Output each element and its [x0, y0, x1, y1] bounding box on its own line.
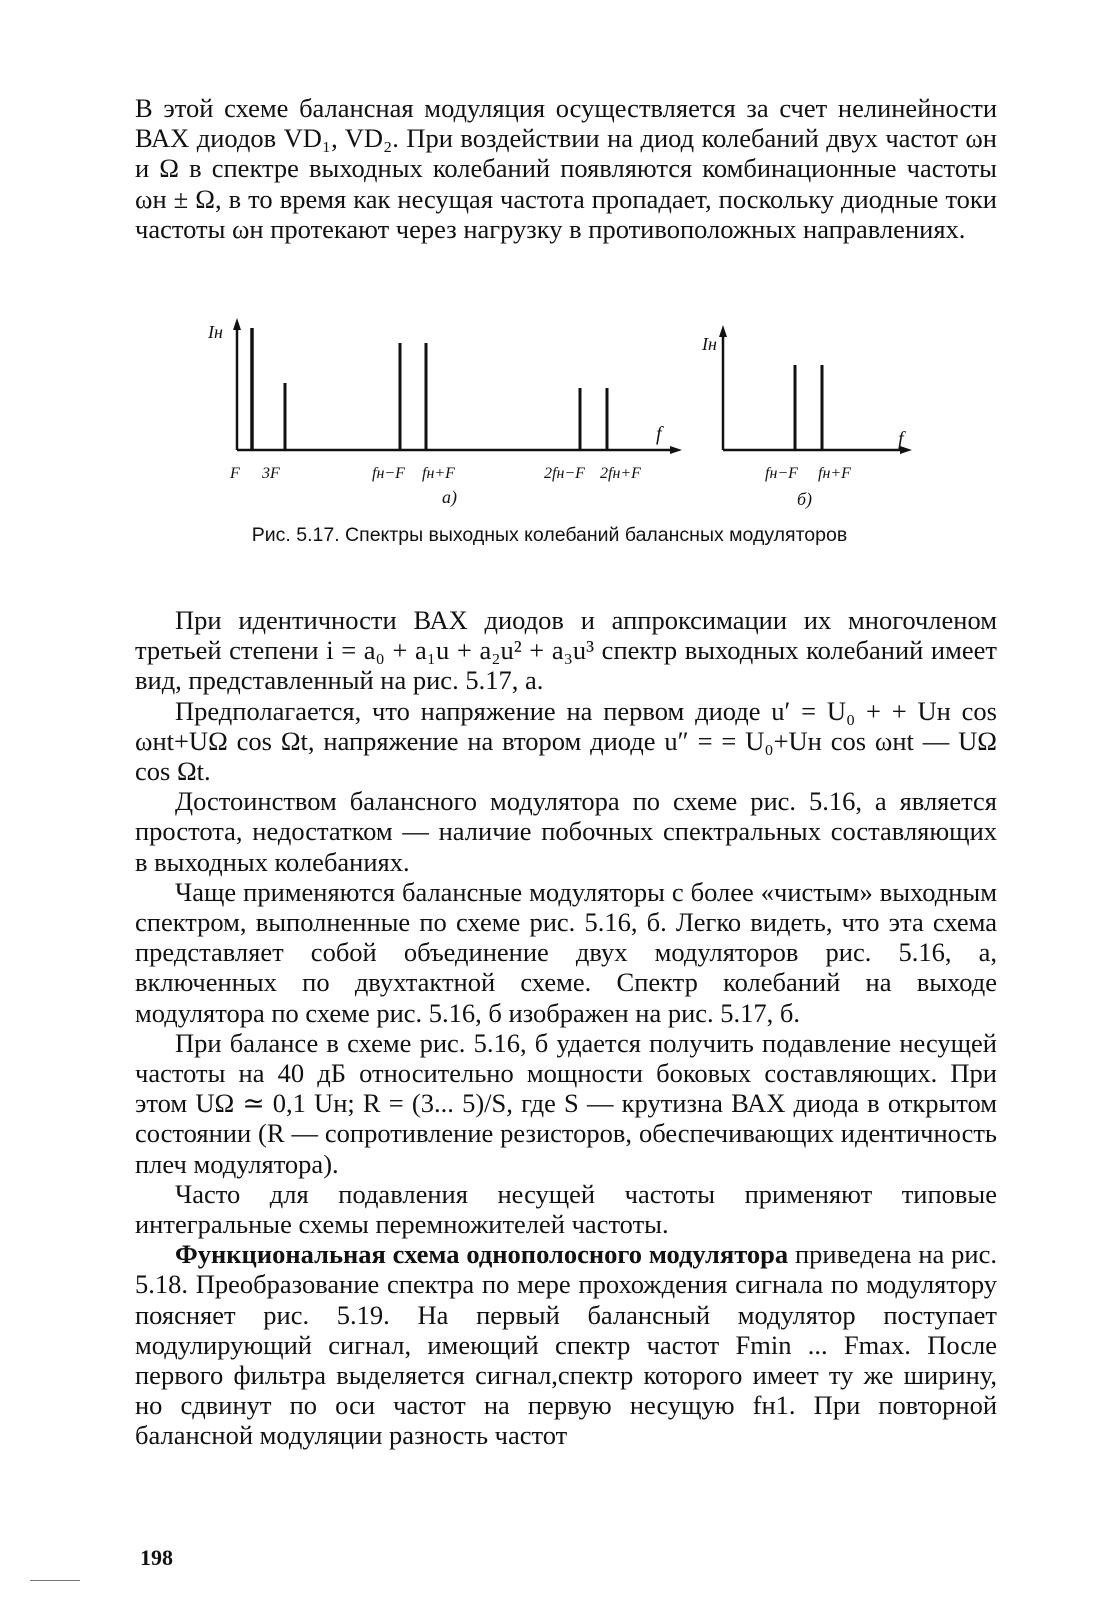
y-label-a: Iн	[208, 322, 223, 342]
paragraph: При балансе в схеме рис. 5.16, б удается получить подавление несущей частоты на 40 дБ относительно мощности боковых составляющих. При этом UΩ ≃ 0,1 Uн; R = (3... 5)/S, где S — крутизна ВАХ диода в открытом состоянии (R — сопротивление резисторов, обеспечивающих идентичность плеч модулятора).	[135, 1027, 997, 1179]
arrow-x-a	[670, 446, 682, 454]
panel-label-b: б)	[797, 489, 813, 509]
tick-a-2: fн−F	[372, 465, 405, 482]
tick-a-1: 3F	[262, 465, 280, 482]
intro-text	[135, 93, 997, 244]
tick-b-1: fн+F	[818, 465, 851, 482]
paragraph-intro: В этой схеме балансная модуляция осуществляется за счет нелинейности ВАХ диодов VD₁, VD₂. При воздействии на диод колебаний двух частот ωн и Ω в спектре выходных колебаний появляются комбинационные частоты ωн ± Ω, в то время как несущая частота пропадает, поскольку диодные токи частоты ωн протекают через нагрузку в противоположных направлениях.	[135, 93, 997, 244]
y-label-b: Iн	[702, 334, 717, 354]
tick-a-4: 2fн−F	[544, 465, 585, 482]
x-label-b: f	[898, 428, 904, 450]
tick-a-3: fн+F	[422, 465, 455, 482]
paragraph: Чаще применяются балансные модуляторы с более «чистым» выходным спектром, выполненные по схеме рис. 5.16, б. Легко видеть, что эта схема представляет собой объединение двух модуляторов рис. 5.16, а, включенных по двухтактной схеме. Спектр колебаний на выходе модулятора по схеме рис. 5.16, б изображен на рис. 5.17, б.	[135, 876, 997, 1028]
paragraph: При идентичности ВАХ диодов и аппроксимации их многочленом третьей степени i = a₀ + a₁u + a₂u² + a₃u³ спектр выходных колебаний имеет вид, представленный на рис. 5.17, а.	[135, 605, 997, 696]
page-number: 198	[140, 1545, 173, 1570]
arrow-y-b	[719, 325, 727, 337]
x-label-a: f	[656, 423, 662, 445]
spectrum-diagram	[190, 300, 930, 520]
paragraph: Предполагается, что напряжение на первом диоде u′ = U₀ + + Uн cos ωнt+UΩ cos Ωt, напряжение на втором диоде u″ = = U₀+Uн cos ωнt — UΩ cos Ωt.	[135, 695, 997, 787]
paragraph: Достоинством балансного модулятора по схеме рис. 5.16, а является простота, недостатком — наличие побочных спектральных составляющих в выходных колебаниях.	[135, 786, 997, 877]
figure-caption: Рис. 5.17. Спектры выходных колебаний балансных модуляторов	[251, 524, 848, 546]
body-text	[135, 605, 997, 1451]
paragraph-last	[135, 1239, 997, 1450]
panel-label-a: а)	[442, 487, 457, 507]
tick-a-5: 2fн+F	[600, 465, 641, 482]
bold-lead: Функциональная схема однополосного модулятора	[175, 1239, 789, 1270]
footer-rule	[30, 1580, 80, 1581]
tick-a-0: F	[230, 465, 240, 482]
tick-b-0: fн−F	[765, 465, 798, 482]
arrow-y-a	[233, 318, 241, 330]
paragraph: Часто для подавления несущей частоты применяют типовые интегральные схемы перемножителей частоты.	[135, 1178, 997, 1240]
paragraph-rest: приведена на рис. 5.18. Преобразование спектра по мере прохождения сигнала по модулятору поясняет рис. 5.19. На первый балансный модулятор поступает модулирующий сигнал, имеющий спектр частот Fmin ... Fmax. После первого фильтра выделяется сигнал,спектр которого имеет ту же ширину, но сдвинут по оси частот на первую несущую fн1. При повторной балансной модуляции разность частот	[135, 1239, 997, 1451]
figure-5-17	[190, 300, 930, 520]
